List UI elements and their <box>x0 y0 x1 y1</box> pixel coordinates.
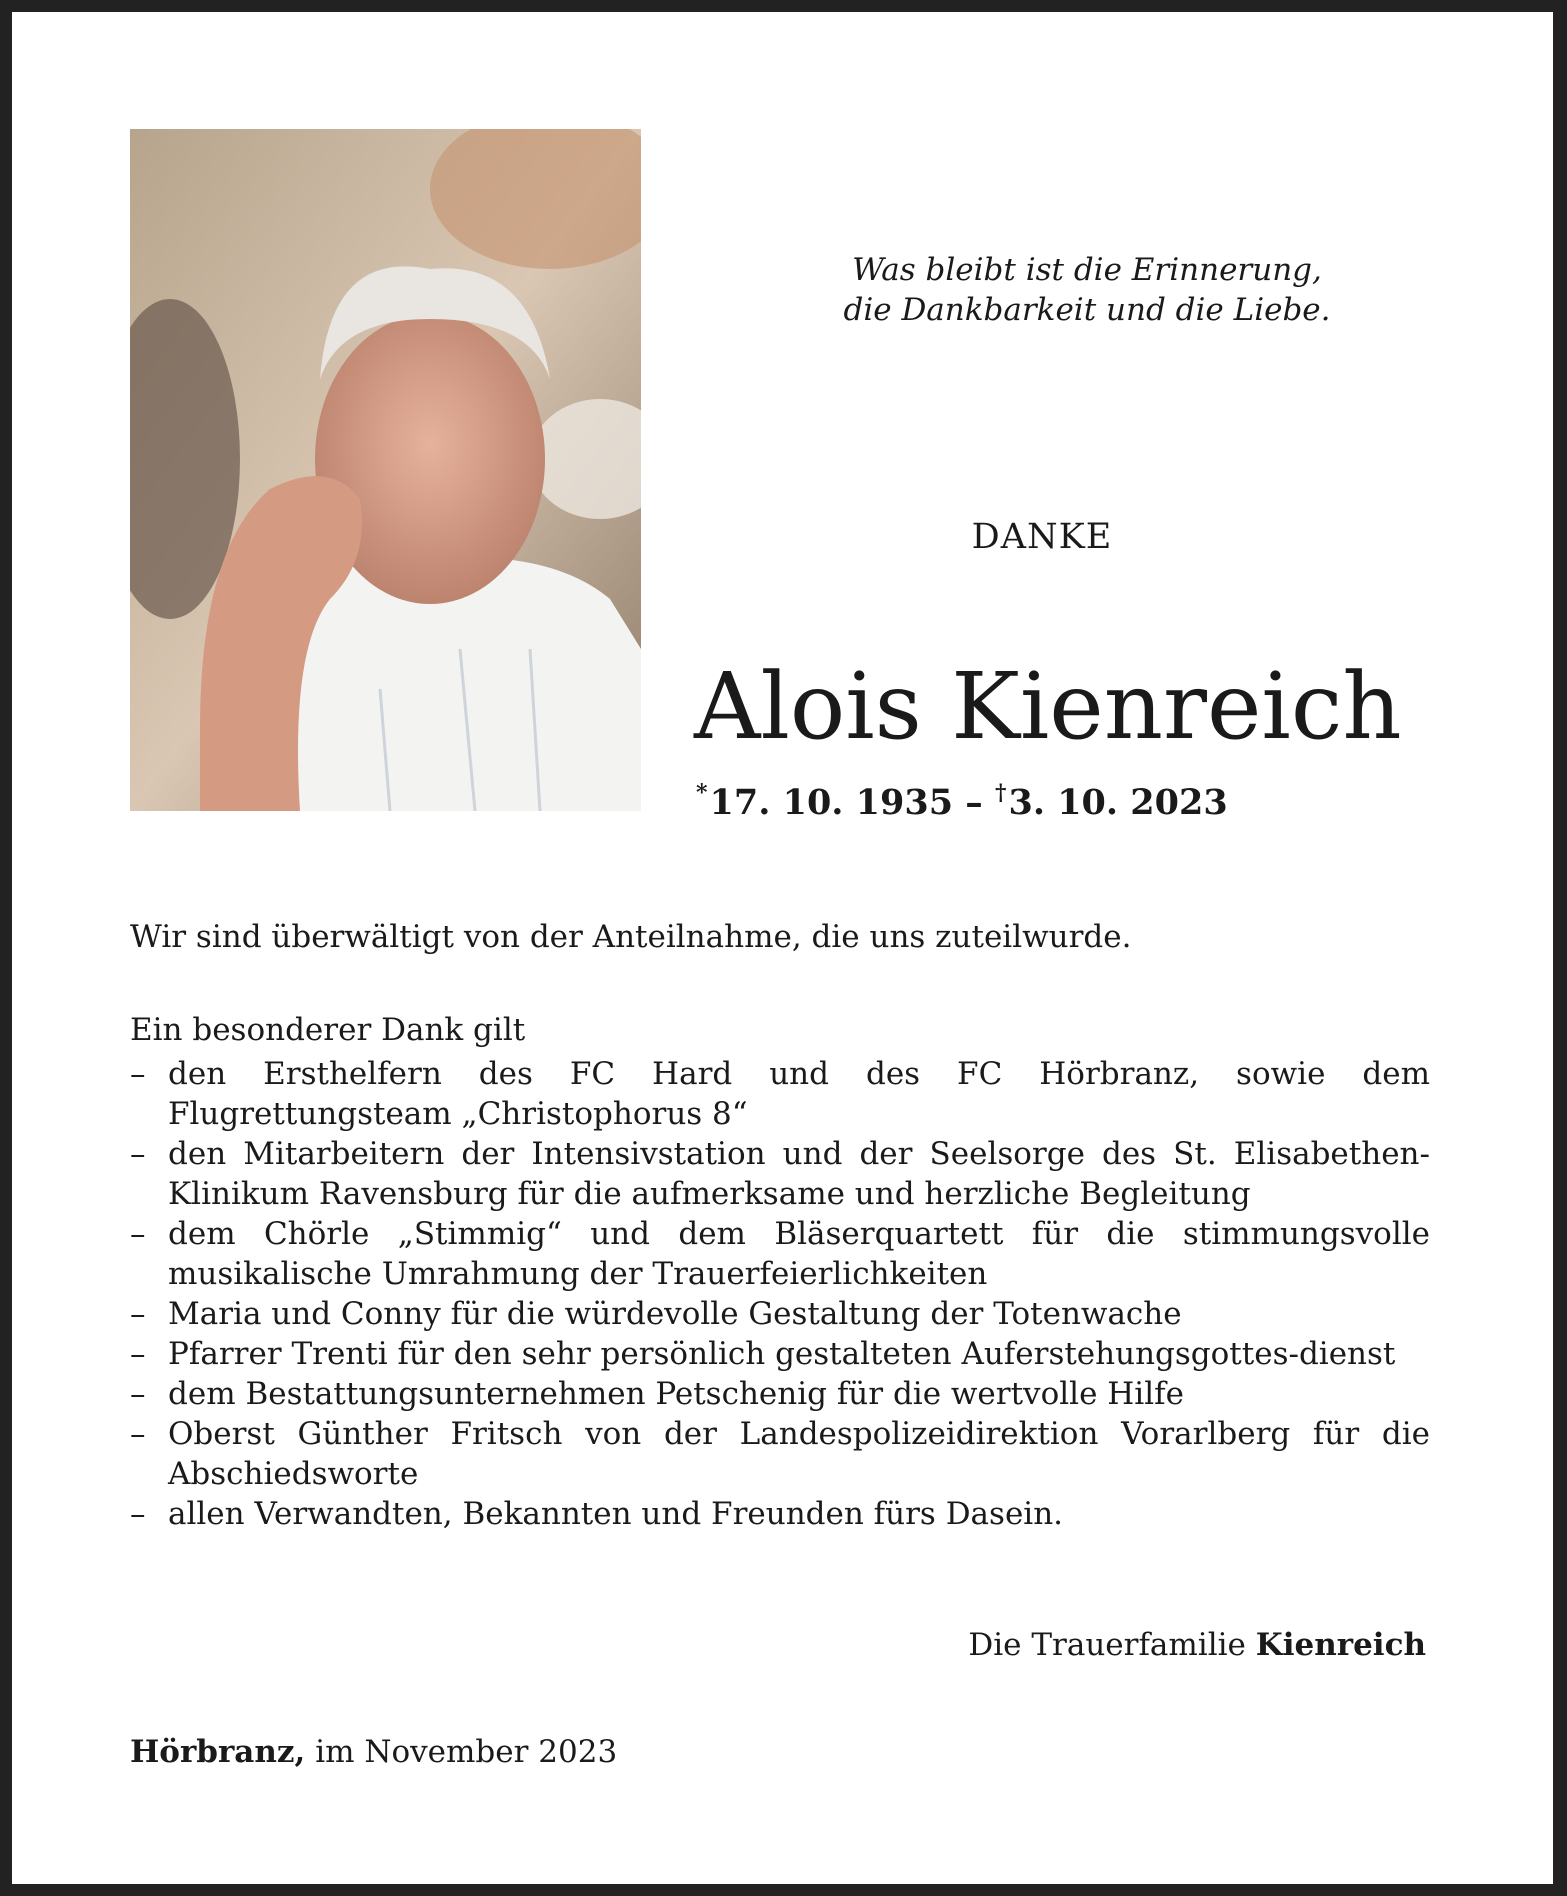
obituary-notice <box>12 12 1553 1884</box>
signature <box>968 1625 1426 1665</box>
signature-family: Kienreich <box>1255 1627 1426 1663</box>
intro-text: Wir sind überwältigt von der Anteilnahme, die uns zuteilwurde. <box>130 919 1132 955</box>
deceased-name: Alois Kienreich <box>694 653 1402 760</box>
motto-line-2: die Dankbarkeit und die Liebe. <box>843 292 1331 328</box>
place-date-footer <box>130 1732 617 1772</box>
life-dates <box>696 780 1296 823</box>
portrait-photo <box>130 129 641 811</box>
list-item: – allen Verwandten, Bekannten und Freunden fürs Dasein. <box>130 1494 1430 1534</box>
birth-date: 17. 10. 1935 <box>709 782 954 823</box>
birth-mark: * <box>696 780 708 806</box>
list-item: – den Ersthelfern des FC Hard und des FC Hörbranz, sowie dem Flugrettungsteam „Christophorus 8“ <box>130 1054 1430 1134</box>
list-item: – Oberst Günther Fritsch von der Landespolizeidirektion Vorarlberg für die Abschiedsworte <box>130 1414 1430 1494</box>
signature-prefix: Die Trauerfamilie <box>968 1627 1246 1663</box>
heading-danke: DANKE <box>971 517 1113 557</box>
death-mark: † <box>994 780 1007 806</box>
portrait-illustration <box>130 129 641 811</box>
list-item: – dem Chörle „Stimmig“ und dem Bläserquartett für die stimmungsvolle musikalische Umrahmung der Trauerfeierlichkeiten <box>130 1214 1430 1294</box>
list-item: – Pfarrer Trenti für den sehr persönlich gestalteten Auferstehungsgottes-dienst <box>130 1334 1430 1374</box>
list-item: – Maria und Conny für die würdevolle Gestaltung der Totenwache <box>130 1294 1430 1334</box>
thanks-list <box>130 1054 1430 1534</box>
death-date: 3. 10. 2023 <box>1008 782 1228 823</box>
list-item: – den Mitarbeitern der Intensivstation und der Seelsorge des St. Elisabethen-Klinikum Ravensburg für die aufmerksame und herzliche Begleitung <box>130 1134 1430 1214</box>
footer-place: Hörbranz, <box>130 1734 306 1770</box>
motto-line-1: Was bleibt ist die Erinnerung, <box>852 252 1322 288</box>
memorial-motto <box>692 250 1482 330</box>
footer-date: im November 2023 <box>315 1734 618 1770</box>
thanks-lead: Ein besonderer Dank gilt <box>130 1012 526 1048</box>
list-item: – dem Bestattungsunternehmen Petschenig für die wertvolle Hilfe <box>130 1374 1430 1414</box>
date-separator: – <box>965 782 983 823</box>
